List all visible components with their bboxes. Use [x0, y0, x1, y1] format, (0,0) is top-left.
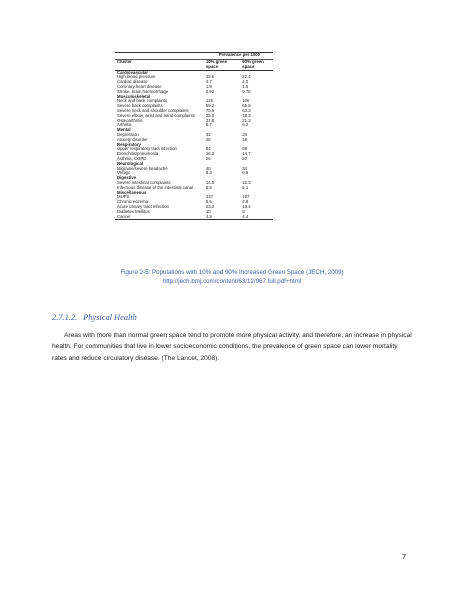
cluster-cell: Cardiac disease: [117, 79, 148, 85]
cluster-cell: Anxiety disorder: [117, 136, 148, 142]
cluster-cell: Cardiovascular: [117, 69, 149, 75]
ten-percent-cell: 32: [205, 131, 211, 137]
cluster-cell: Miscellaneous: [117, 189, 147, 195]
cluster-cell: Severe elbow, wrist and hand complaints: [117, 112, 195, 118]
ninety-percent-cell: 6.2: [242, 122, 249, 128]
cluster-cell: Mental: [117, 127, 131, 133]
ten-percent-cell: 5.5: [205, 199, 212, 205]
ninety-percent-cell: 18.3: [242, 112, 251, 118]
ten-percent-cell: 10: [205, 208, 211, 214]
figure-caption: [52, 268, 412, 286]
ninety-percent-cell: 6.6: [242, 170, 249, 176]
cluster-cell: Musculoskeletal: [117, 93, 151, 99]
cluster-cell: Asthma, COPD: [117, 155, 147, 161]
ninety-percent-column-header: 90% green space: [240, 60, 273, 71]
ninety-percent-cell: 12.3: [242, 179, 251, 185]
ninety-percent-cell: 0.76: [242, 88, 251, 94]
cluster-cell: Stroke, brain haemorrhage: [117, 88, 169, 94]
cluster-cell: Chronic eczema: [117, 199, 149, 205]
ten-percent-cell: 16.0: [205, 151, 215, 157]
cluster-cell: High blood pressure: [117, 74, 156, 80]
cluster-cell: Acute urinary tract infection: [117, 203, 170, 209]
ten-percent-cell: 125: [205, 98, 213, 104]
caption-text: Figure 2-5: Populations with 10% and 90% Increased Green Space (JECH, 2009): [120, 269, 344, 276]
ten-percent-column-header: 10% green space: [204, 60, 240, 71]
ninety-percent-cell: 1.5: [242, 83, 249, 89]
ninety-percent-cell: 24: [242, 131, 248, 137]
cluster-cell: Infectious disease of the intestinal canal: [117, 184, 193, 190]
ten-percent-cell: 8.3: [205, 170, 212, 176]
ten-percent-cell: 23.2: [205, 203, 215, 209]
ninety-percent-cell: 18: [242, 136, 248, 142]
prevalence-table-figure: [115, 52, 273, 220]
ninety-percent-cell: 21.3: [242, 117, 251, 123]
cluster-cell: Respiratory: [117, 141, 141, 147]
section-number: 2.7.1.2.: [52, 313, 78, 322]
ninety-percent-cell: 63.3: [242, 107, 251, 113]
cluster-cell: Digestive: [117, 175, 137, 181]
body-paragraph: Areas with more than normal green space tend to promote more physical activity, and therefore, an increase in physical health. For communities that live in lower socioeconomic conditions, the prevalence of green space can lower mortality rates and reduce circulatory disease. (The Lancet, 2008).: [52, 331, 412, 362]
cluster-cell: Cancer: [115, 215, 204, 220]
ninety-percent-cell: 4.4: [240, 215, 273, 220]
ten-percent-cell: 23.0: [205, 112, 215, 118]
ten-percent-cell: 0.92: [205, 88, 215, 94]
ten-percent-cell: 26: [205, 155, 211, 161]
ten-percent-cell: 1.9: [205, 83, 212, 89]
ninety-percent-cell: 106: [242, 98, 250, 104]
cluster-cell: Severe neck and shoulder complaints: [117, 107, 189, 113]
ninety-percent-cell: 14.7: [242, 151, 251, 157]
ninety-percent-cell: 65.8: [242, 103, 251, 109]
ninety-percent-cell: 22.4: [242, 74, 251, 80]
ten-percent-cell: 40: [205, 165, 211, 171]
cluster-cell: MUPS: [117, 194, 130, 200]
ten-percent-cell: 23.6: [205, 74, 215, 80]
ten-percent-cell: 237: [205, 194, 213, 200]
ten-percent-cell: 21.8: [205, 117, 215, 123]
ninety-percent-cell: 4.0: [242, 79, 249, 85]
cluster-cell: Severe back complaints: [117, 103, 163, 109]
caption-link[interactable]: http://jech.bmj.com/content/63/12/967.full.pdf+html: [162, 278, 302, 285]
cluster-cell: Vertigo: [117, 170, 131, 176]
cluster-cell: Bronchitis/pneumonia: [117, 151, 159, 157]
ninety-percent-cell: 34: [242, 165, 248, 171]
ten-percent-cell: 69.2: [205, 103, 215, 109]
prevalence-table: [115, 52, 273, 220]
ten-percent-cell: 6.5: [205, 184, 212, 190]
ten-percent-cell: 6.7: [205, 122, 212, 128]
ten-percent-cell: 84: [205, 146, 211, 152]
page-number: 7: [402, 552, 407, 561]
ten-percent-cell: 4.7: [205, 79, 212, 85]
table-body: [115, 70, 273, 220]
cluster-column-header: Cluster: [115, 60, 204, 71]
cluster-cell: Osteoarthritis: [117, 117, 143, 123]
ninety-percent-cell: 197: [242, 194, 250, 200]
ninety-percent-cell: 8: [242, 208, 245, 214]
ninety-percent-cell: 68: [242, 146, 248, 152]
cluster-cell: Migraine/severe headache: [117, 165, 168, 171]
cluster-cell: Diabetes Mellitus: [117, 208, 150, 214]
section-heading: [52, 313, 137, 322]
ten-percent-cell: 75.6: [205, 107, 215, 113]
ten-percent-cell: 4.9: [204, 215, 240, 220]
ten-percent-cell: 26: [205, 136, 211, 142]
ninety-percent-cell: 19.4: [242, 203, 251, 209]
cluster-cell: Severe intestinal complaints: [117, 179, 171, 185]
ninety-percent-cell: 5.1: [242, 184, 249, 190]
cluster-cell: Depression: [117, 131, 139, 137]
prevalence-header: Prevalence per 1000: [204, 53, 273, 60]
cluster-cell: Neck and back complaints: [117, 98, 168, 104]
cluster-cell: Coronary heart disease: [117, 83, 162, 89]
section-title: Physical Health: [83, 313, 137, 322]
cluster-cell: Neurological: [117, 160, 144, 166]
table-row: [115, 215, 273, 220]
ten-percent-cell: 14.5: [205, 179, 215, 185]
ninety-percent-cell: 20: [242, 155, 248, 161]
cluster-cell: Arthritis: [117, 122, 132, 128]
cluster-cell: Upper respiratory tract infection: [117, 146, 177, 152]
ninety-percent-cell: 4.9: [242, 199, 249, 205]
